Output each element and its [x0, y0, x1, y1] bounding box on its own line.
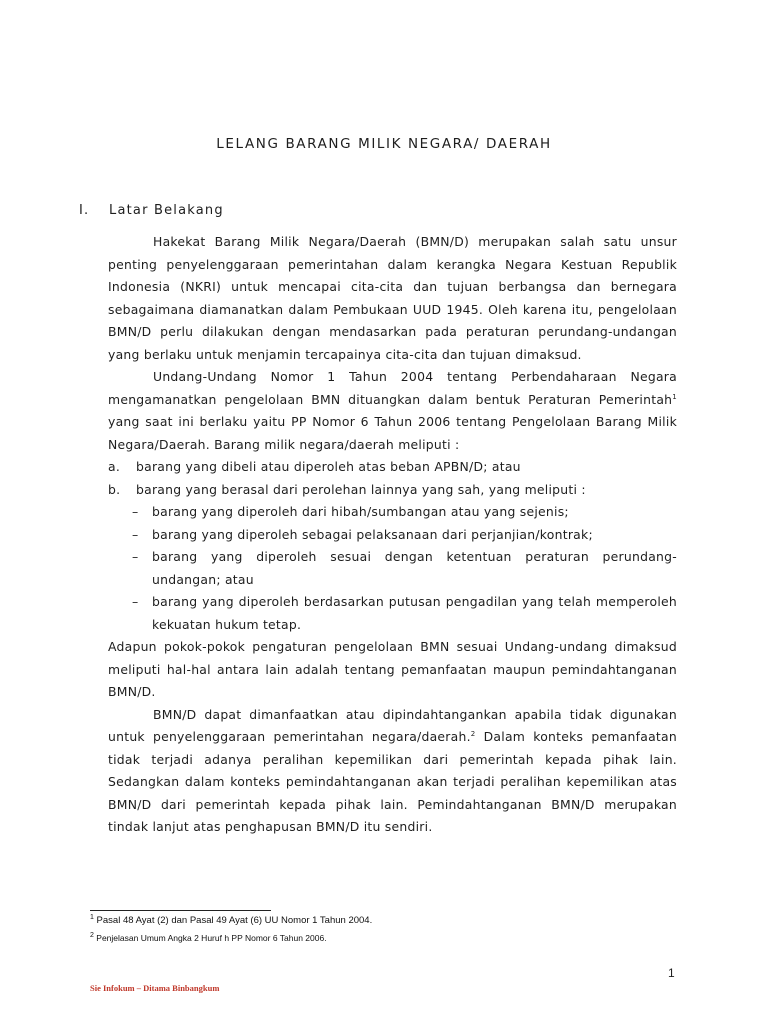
sublist-marker: –: [132, 526, 139, 542]
paragraph-2-text-a: Undang-Undang Nomor 1 Tahun 2004 tentang Perbendaharaan Negara mengamanatkan pengelolaan BMN dituangkan dalam bentuk Peraturan Pemerintah: [108, 369, 677, 407]
sublist-text: barang yang diperoleh sebagai pelaksanaan dari perjanjian/kontrak;: [152, 526, 593, 542]
list-marker: a.: [108, 459, 121, 474]
page-footer: Sie Infokum – Ditama Binbangkum: [90, 983, 220, 993]
footnote-text: Pasal 48 Ayat (2) dan Pasal 49 Ayat (6) UU Nomor 1 Tahun 2004.: [96, 915, 373, 926]
footnote-ref-2: 2: [470, 730, 476, 738]
footnote-mark: 2: [90, 932, 94, 939]
sublist-marker: –: [132, 594, 139, 609]
footnote-text: Penjelasan Umum Angka 2 Huruf h PP Nomor 6 Tahun 2006.: [96, 933, 327, 943]
paragraph-4: [108, 704, 677, 839]
list-item-b: [108, 479, 677, 502]
sublist-marker: –: [132, 504, 139, 519]
document-title: LELANG BARANG MILIK NEGARA/ DAERAH: [216, 136, 552, 152]
paragraph-2-text-b: yang saat ini berlaku yaitu PP Nomor 6 Tahun 2006 tentang Pengelolaan Barang Milik Negara/Daerah. Barang milik negara/daerah meliputi :: [108, 414, 677, 452]
footnote-ref-1: 1: [672, 392, 677, 401]
list-text: barang yang berasal dari perolehan lainnya yang sah, yang meliputi :: [136, 481, 586, 497]
paragraph-4-text-b: Dalam konteks pemanfaatan tidak terjadi adanya peralihan kepemilikan dari pemerintah kepada pihak lain. Sedangkan dalam konteks pemindahtanganan akan terjadi peralihan kepemilikan atas BMN/D dari pemerintah kepada pihak lain. Pemindahtanganan BMN/D merupakan tindak lanjut atas penghapusan BMN/D itu sendiri.: [108, 729, 677, 834]
sublist-text: barang yang diperoleh berdasarkan putusan pengadilan yang telah memperoleh kekuatan hukum tetap.: [152, 594, 677, 632]
sublist-marker: –: [132, 549, 139, 564]
list-text: barang yang dibeli atau diperoleh atas beban APBN/D; atau: [136, 459, 521, 474]
body-text: [108, 231, 677, 839]
paragraph-4-text-a: BMN/D dapat dimanfaatkan atau dipindahtangankan apabila tidak digunakan untuk penyelenggaraan pemerintahan negara/daerah.: [108, 706, 677, 744]
footnote-1: [90, 915, 372, 926]
section-heading: [79, 203, 224, 218]
footnote-mark: 1: [90, 914, 94, 921]
paragraph-1: Hakekat Barang Milik Negara/Daerah (BMN/D) merupakan salah satu unsur penting penyelenggaraan pemerintahan dalam kerangka Negara Kestuan Republik Indonesia (NKRI) untuk mencapai cita-cita dan tujuan berbangsa dan bernegara sebagaimana diamanatkan dalam Pembukaan UUD 1945. Oleh karena itu, pengelolaan BMN/D perlu dilakukan dengan mendasarkan pada peraturan perundang-undangan yang berlaku untuk menjamin tercapainya cita-cita dan tujuan dimaksud.: [108, 234, 677, 362]
list-item-a: [108, 456, 677, 479]
paragraph-3: Adapun pokok-pokok pengaturan pengelolaan BMN sesuai Undang-undang dimaksud meliputi hal-hal antara lain adalah tentang pemanfaatan maupun pemindahtanganan BMN/D.: [108, 639, 677, 699]
sublist-item-2: [132, 524, 677, 547]
section-title: Latar Belakang: [109, 203, 224, 218]
sublist-text: barang yang diperoleh dari hibah/sumbangan atau yang sejenis;: [152, 504, 569, 519]
sublist-item-1: [132, 501, 677, 524]
sublist-item-4: [132, 591, 677, 636]
footnote-separator: [90, 910, 271, 911]
section-number: I.: [79, 203, 90, 218]
page-number: 1: [668, 966, 675, 980]
footnote-2: [90, 933, 327, 943]
sublist-item-3: [132, 546, 677, 591]
list-marker: b.: [108, 481, 121, 497]
sublist-text: barang yang diperoleh sesuai dengan ketentuan peraturan perundang-undangan; atau: [152, 549, 677, 587]
paragraph-2: [108, 366, 677, 456]
